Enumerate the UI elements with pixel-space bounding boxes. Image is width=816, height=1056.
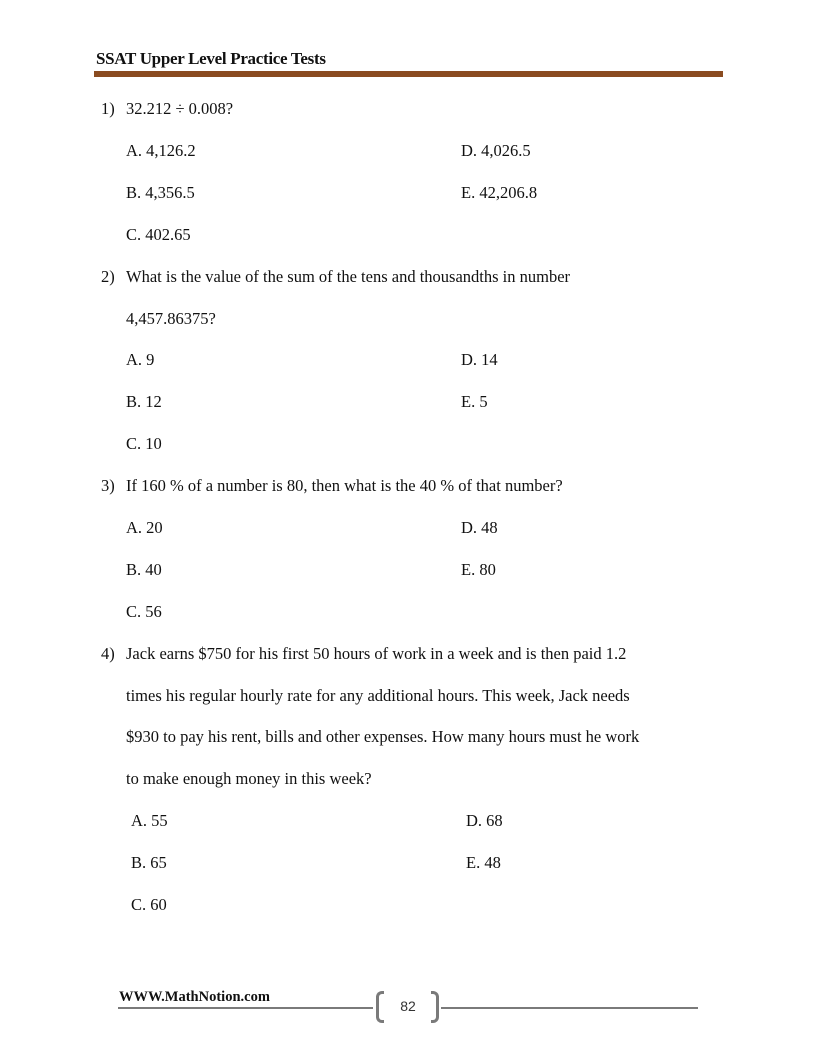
q2-option-b: B. 12: [126, 392, 162, 411]
question-text-line: to make enough money in this week?: [126, 769, 372, 788]
question-number: 3): [101, 476, 115, 495]
q1-option-d: D. 4,026.5: [461, 141, 531, 160]
question-text-line: $930 to pay his rent, bills and other expenses. How many hours must he work: [126, 727, 640, 746]
right-brace-icon: [431, 991, 439, 1023]
footer-divider-left: [118, 1007, 373, 1009]
q2-option-e: E. 5: [461, 392, 488, 411]
q3-option-b: B. 40: [126, 560, 162, 579]
q1-option-c: C. 402.65: [126, 225, 191, 244]
question-text-line: 4,457.86375?: [126, 309, 216, 328]
q1-option-b: B. 4,356.5: [126, 183, 195, 202]
question-text-line: times his regular hourly rate for any additional hours. This week, Jack needs: [126, 686, 630, 705]
question-text: 32.212 ÷ 0.008?: [126, 99, 234, 118]
q4-option-a: A. 55: [131, 811, 168, 830]
q3-option-d: D. 48: [461, 518, 498, 537]
page-header-title: SSAT Upper Level Practice Tests: [96, 49, 326, 68]
footer-divider-right: [441, 1007, 698, 1009]
footer-website: WWW.MathNotion.com: [119, 989, 270, 1005]
q2-option-a: A. 9: [126, 350, 155, 369]
question-text: If 160 % of a number is 80, then what is the 40 % of that number?: [126, 476, 563, 495]
q1-option-a: A. 4,126.2: [126, 141, 196, 160]
page-number: 82: [400, 998, 416, 1014]
question-text: Jack earns $750 for his first 50 hours of work in a week and is then paid 1.2: [126, 644, 627, 663]
q2-option-d: D. 14: [461, 350, 498, 369]
q2-option-c: C. 10: [126, 434, 162, 453]
question-text: What is the value of the sum of the tens and thousandths in number: [126, 267, 571, 286]
q1-option-e: E. 42,206.8: [461, 183, 538, 202]
q4-option-b: B. 65: [131, 853, 167, 872]
q4-option-d: D. 68: [466, 811, 503, 830]
left-brace-icon: [376, 991, 384, 1023]
q4-option-c: C. 60: [131, 895, 167, 914]
q4-option-e: E. 48: [466, 853, 501, 872]
header-divider: [94, 71, 723, 77]
question-number: 2): [101, 267, 115, 286]
question-number: 1): [101, 99, 115, 118]
q3-option-a: A. 20: [126, 518, 163, 537]
q3-option-e: E. 80: [461, 560, 496, 579]
question-number: 4): [101, 644, 115, 663]
q3-option-c: C. 56: [126, 602, 162, 621]
